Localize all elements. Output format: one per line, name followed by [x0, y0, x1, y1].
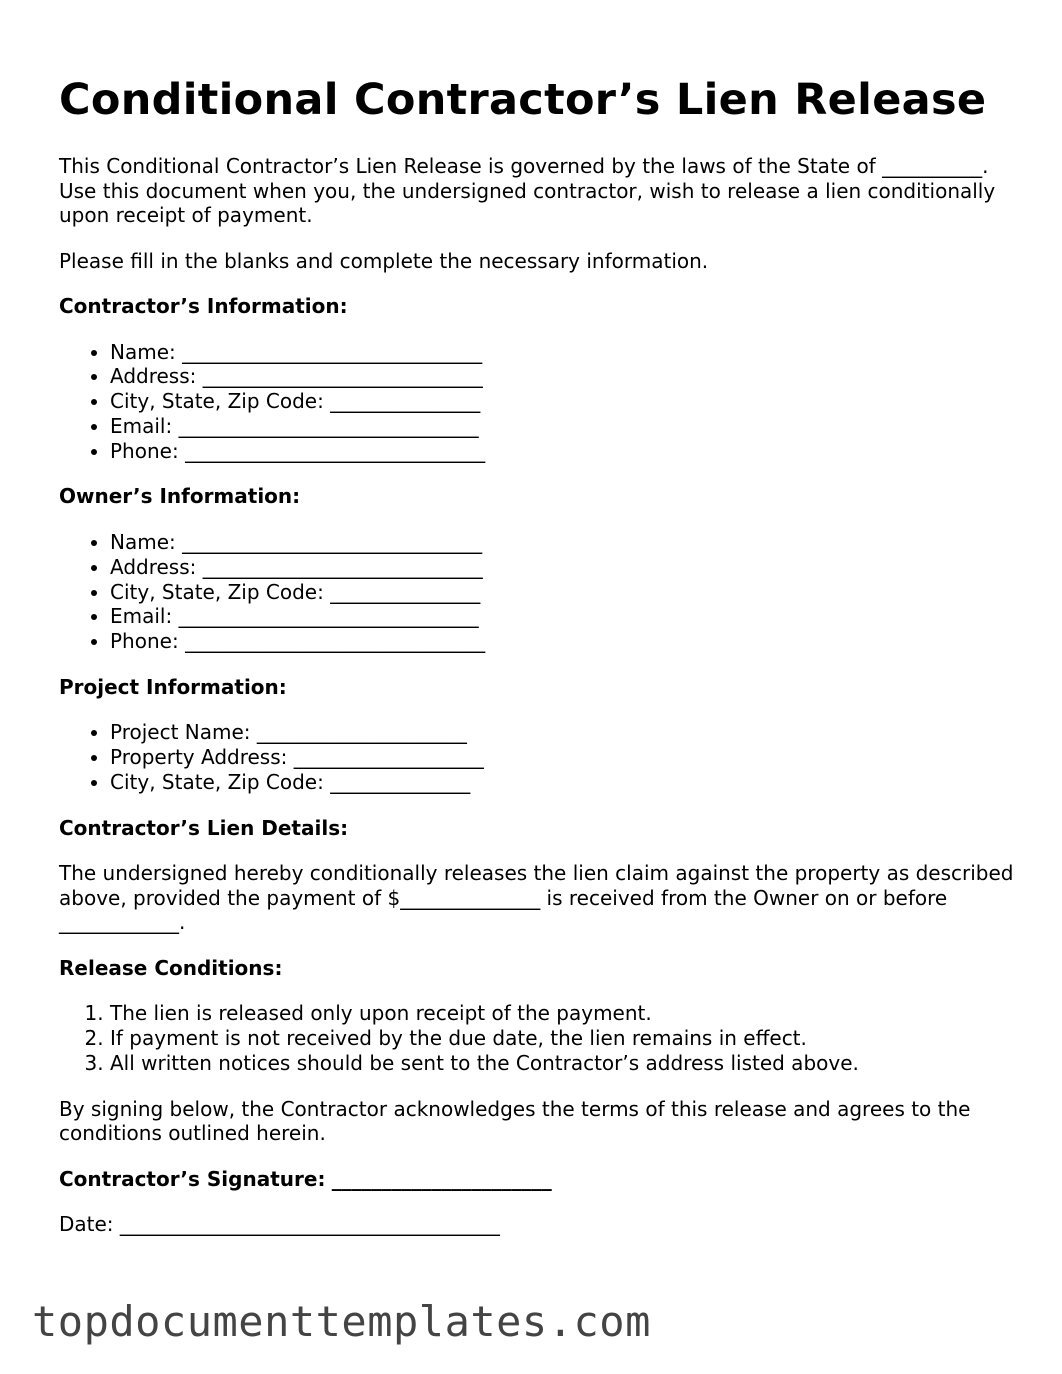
contractor-info-heading: Contractor’s Information:	[59, 294, 348, 318]
owner-phone-item	[110, 629, 1019, 654]
field-label: Project Name:	[110, 720, 251, 745]
signature-label: Contractor’s Signature:	[59, 1166, 326, 1191]
signature-line	[59, 1167, 1019, 1192]
date-line	[59, 1212, 1019, 1237]
document-title: Conditional Contractor’s Lien Release	[59, 75, 987, 125]
contractor-address-blank[interactable]: ____________________________	[202, 364, 483, 389]
lien-details-heading: Contractor’s Lien Details:	[59, 815, 349, 840]
owner-info-heading: Owner’s Information:	[59, 484, 301, 509]
contractor-name-item	[110, 340, 1019, 365]
field-label: Email:	[110, 604, 173, 629]
field-label: Address:	[110, 554, 197, 579]
property-address-item	[110, 745, 1019, 770]
contractor-address-item	[110, 364, 1019, 389]
owner-address-item	[110, 555, 1019, 580]
lien-details-paragraph	[59, 861, 1019, 935]
release-conditions-list	[59, 1001, 1019, 1075]
field-label: Name:	[110, 529, 176, 554]
payment-date-blank[interactable]: ____________	[59, 910, 179, 935]
date-blank[interactable]: ______________________________________	[119, 1212, 500, 1237]
release-conditions-heading: Release Conditions:	[59, 955, 283, 980]
lien-text-3: .	[179, 910, 186, 935]
field-label: Name:	[110, 339, 176, 364]
project-city-item	[110, 770, 1019, 795]
contractor-name-blank[interactable]: ______________________________	[182, 339, 483, 364]
owner-city-blank[interactable]: _______________	[330, 579, 481, 604]
property-address-blank[interactable]: ___________________	[293, 745, 484, 770]
intro-text-end: . Use this document when you, the undersigned contractor, wish to release a lien conditionally upon receipt of payment.	[59, 154, 996, 227]
signature-blank[interactable]: ______________________	[331, 1166, 552, 1191]
owner-name-blank[interactable]: ______________________________	[182, 529, 483, 554]
state-blank[interactable]: __________	[882, 154, 983, 178]
lien-text-2: is received from the Owner on or before	[540, 885, 948, 910]
acknowledgement-paragraph: By signing below, the Contractor acknowledges the terms of this release and agrees to the conditions outlined herein.	[59, 1096, 971, 1146]
field-label: City, State, Zip Code:	[110, 770, 324, 795]
project-name-item	[110, 720, 1019, 745]
instruction-paragraph: Please fill in the blanks and complete the necessary information.	[59, 248, 709, 273]
contractor-info-list	[59, 340, 1019, 464]
field-label: Address:	[110, 364, 197, 389]
field-label: Phone:	[110, 629, 179, 654]
document	[59, 72, 1019, 1258]
payment-amount-blank[interactable]: ______________	[400, 885, 541, 910]
field-label: City, State, Zip Code:	[110, 389, 324, 414]
field-label: Phone:	[110, 438, 179, 463]
owner-name-item	[110, 530, 1019, 555]
contractor-city-blank[interactable]: _______________	[330, 389, 481, 414]
watermark: topdocumenttemplates.com	[32, 1297, 651, 1346]
owner-city-item	[110, 580, 1019, 605]
project-info-heading: Project Information:	[59, 674, 287, 699]
field-label: City, State, Zip Code:	[110, 579, 324, 604]
owner-address-blank[interactable]: ____________________________	[202, 554, 483, 579]
owner-info-list	[59, 530, 1019, 654]
release-condition-item: 1. The lien is released only upon receipt of the payment.	[110, 1001, 1019, 1026]
owner-email-blank[interactable]: ______________________________	[178, 604, 479, 629]
release-condition-item: 2. If payment is not received by the due date, the lien remains in effect.	[110, 1026, 1019, 1051]
field-label: Property Address:	[110, 745, 288, 770]
owner-email-item	[110, 604, 1019, 629]
intro-text-start: This Conditional Contractor’s Lien Release is governed by the laws of the State of	[59, 154, 883, 178]
contractor-phone-blank[interactable]: ______________________________	[185, 438, 486, 463]
field-label: Email:	[110, 413, 173, 438]
release-condition-item: 3. All written notices should be sent to the Contractor’s address listed above.	[110, 1051, 1019, 1076]
project-city-blank[interactable]: ______________	[330, 770, 471, 795]
contractor-phone-item	[110, 439, 1019, 464]
owner-phone-blank[interactable]: ______________________________	[185, 629, 486, 654]
date-label: Date:	[59, 1212, 114, 1237]
contractor-email-blank[interactable]: ______________________________	[178, 413, 479, 438]
contractor-email-item	[110, 414, 1019, 439]
lien-text-1: The undersigned hereby conditionally releases the lien claim against the property as described above, provided the payment of $	[59, 861, 1014, 910]
intro-paragraph	[59, 154, 1019, 228]
project-name-blank[interactable]: _____________________	[256, 720, 467, 745]
contractor-city-item	[110, 389, 1019, 414]
project-info-list	[59, 720, 1019, 794]
